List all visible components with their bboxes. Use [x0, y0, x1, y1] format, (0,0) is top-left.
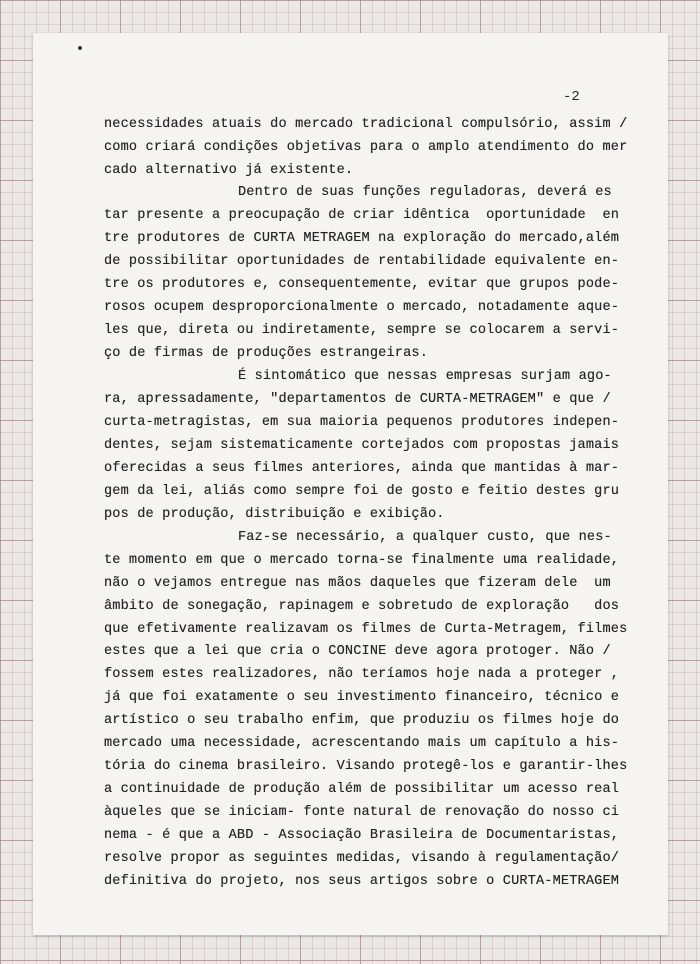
text-line: já que foi exatamente o seu investimento financeiro, técnico e: [104, 690, 620, 705]
text-line: cado alternativo já existente.: [104, 163, 354, 178]
text-line: rosos ocupem desproporcionalmente o mercado, notadamente aque-: [104, 300, 620, 315]
text-line: te momento em que o mercado torna-se finalmente uma realidade,: [104, 553, 620, 568]
text-line: tre produtores de CURTA METRAGEM na exploração do mercado,além: [104, 231, 620, 246]
ink-speck: [78, 46, 82, 50]
text-line: como criará condições objetivas para o amplo atendimento do mer: [104, 140, 628, 155]
text-line: resolve propor as seguintes medidas, visando à regulamentação/: [104, 851, 620, 866]
text-line: definitiva do projeto, nos seus artigos sobre o CURTA-METRAGEM: [104, 874, 620, 889]
text-line: não o vejamos entregue nas mãos daqueles que fizeram dele um: [104, 576, 611, 591]
text-line: oferecidas a seus filmes anteriores, ainda que mantidas à mar-: [104, 461, 620, 476]
text-line: necessidades atuais do mercado tradicional compulsório, assim /: [104, 117, 628, 132]
text-line: a continuidade de produção além de possibilitar um acesso real: [104, 782, 620, 797]
text-line: ço de firmas de produções estrangeiras.: [104, 346, 428, 361]
text-line: âmbito de sonegação, rapinagem e sobretudo de exploração dos: [104, 599, 620, 614]
page-number: -2: [563, 89, 580, 105]
text-line: Faz-se necessário, a qualquer custo, que nes-: [238, 530, 612, 545]
text-line: curta-metragistas, em sua maioria pequenos produtores indepen-: [104, 415, 620, 430]
text-line: ra, apressadamente, "departamentos de CURTA-METRAGEM" e que /: [104, 392, 611, 407]
text-line: nema - é que a ABD - Associação Brasileira de Documentaristas,: [104, 828, 620, 843]
text-line: pos de produção, distribuição e exibição.: [104, 507, 445, 522]
document-page: [33, 33, 668, 935]
text-line: mercado uma necessidade, acrescentando mais um capítulo a his-: [104, 736, 620, 751]
text-line: tre os produtores e, consequentemente, evitar que grupos pode-: [104, 277, 620, 292]
text-line: artístico o seu trabalho enfim, que produziu os filmes hoje do: [104, 713, 620, 728]
text-line: àqueles que se iniciam- fonte natural de renovação do nosso ci: [104, 805, 620, 820]
text-line: estes que a lei que cria o CONCINE deve agora protoger. Não /: [104, 644, 611, 659]
text-line: que efetivamente realizavam os filmes de Curta-Metragem, filmes: [104, 622, 628, 637]
text-line: fossem estes realizadores, não teríamos hoje nada a proteger ,: [104, 667, 620, 682]
text-line: Dentro de suas funções reguladoras, deverá es: [238, 185, 612, 200]
text-line: tar presente a preocupação de criar idêntica oportunidade en: [104, 208, 620, 223]
text-line: tória do cinema brasileiro. Visando protegê-los e garantir-lhes: [104, 759, 628, 774]
text-line: dentes, sejam sistematicamente cortejados com propostas jamais: [104, 438, 620, 453]
text-line: gem da lei, aliás como sempre foi de gosto e feitio destes gru: [104, 484, 620, 499]
text-line: les que, direta ou indiretamente, sempre se colocarem a servi-: [104, 323, 620, 338]
text-line: de possibilitar oportunidades de rentabilidade equivalente en-: [104, 254, 620, 269]
text-line: É sintomático que nessas empresas surjam ago-: [238, 369, 612, 384]
